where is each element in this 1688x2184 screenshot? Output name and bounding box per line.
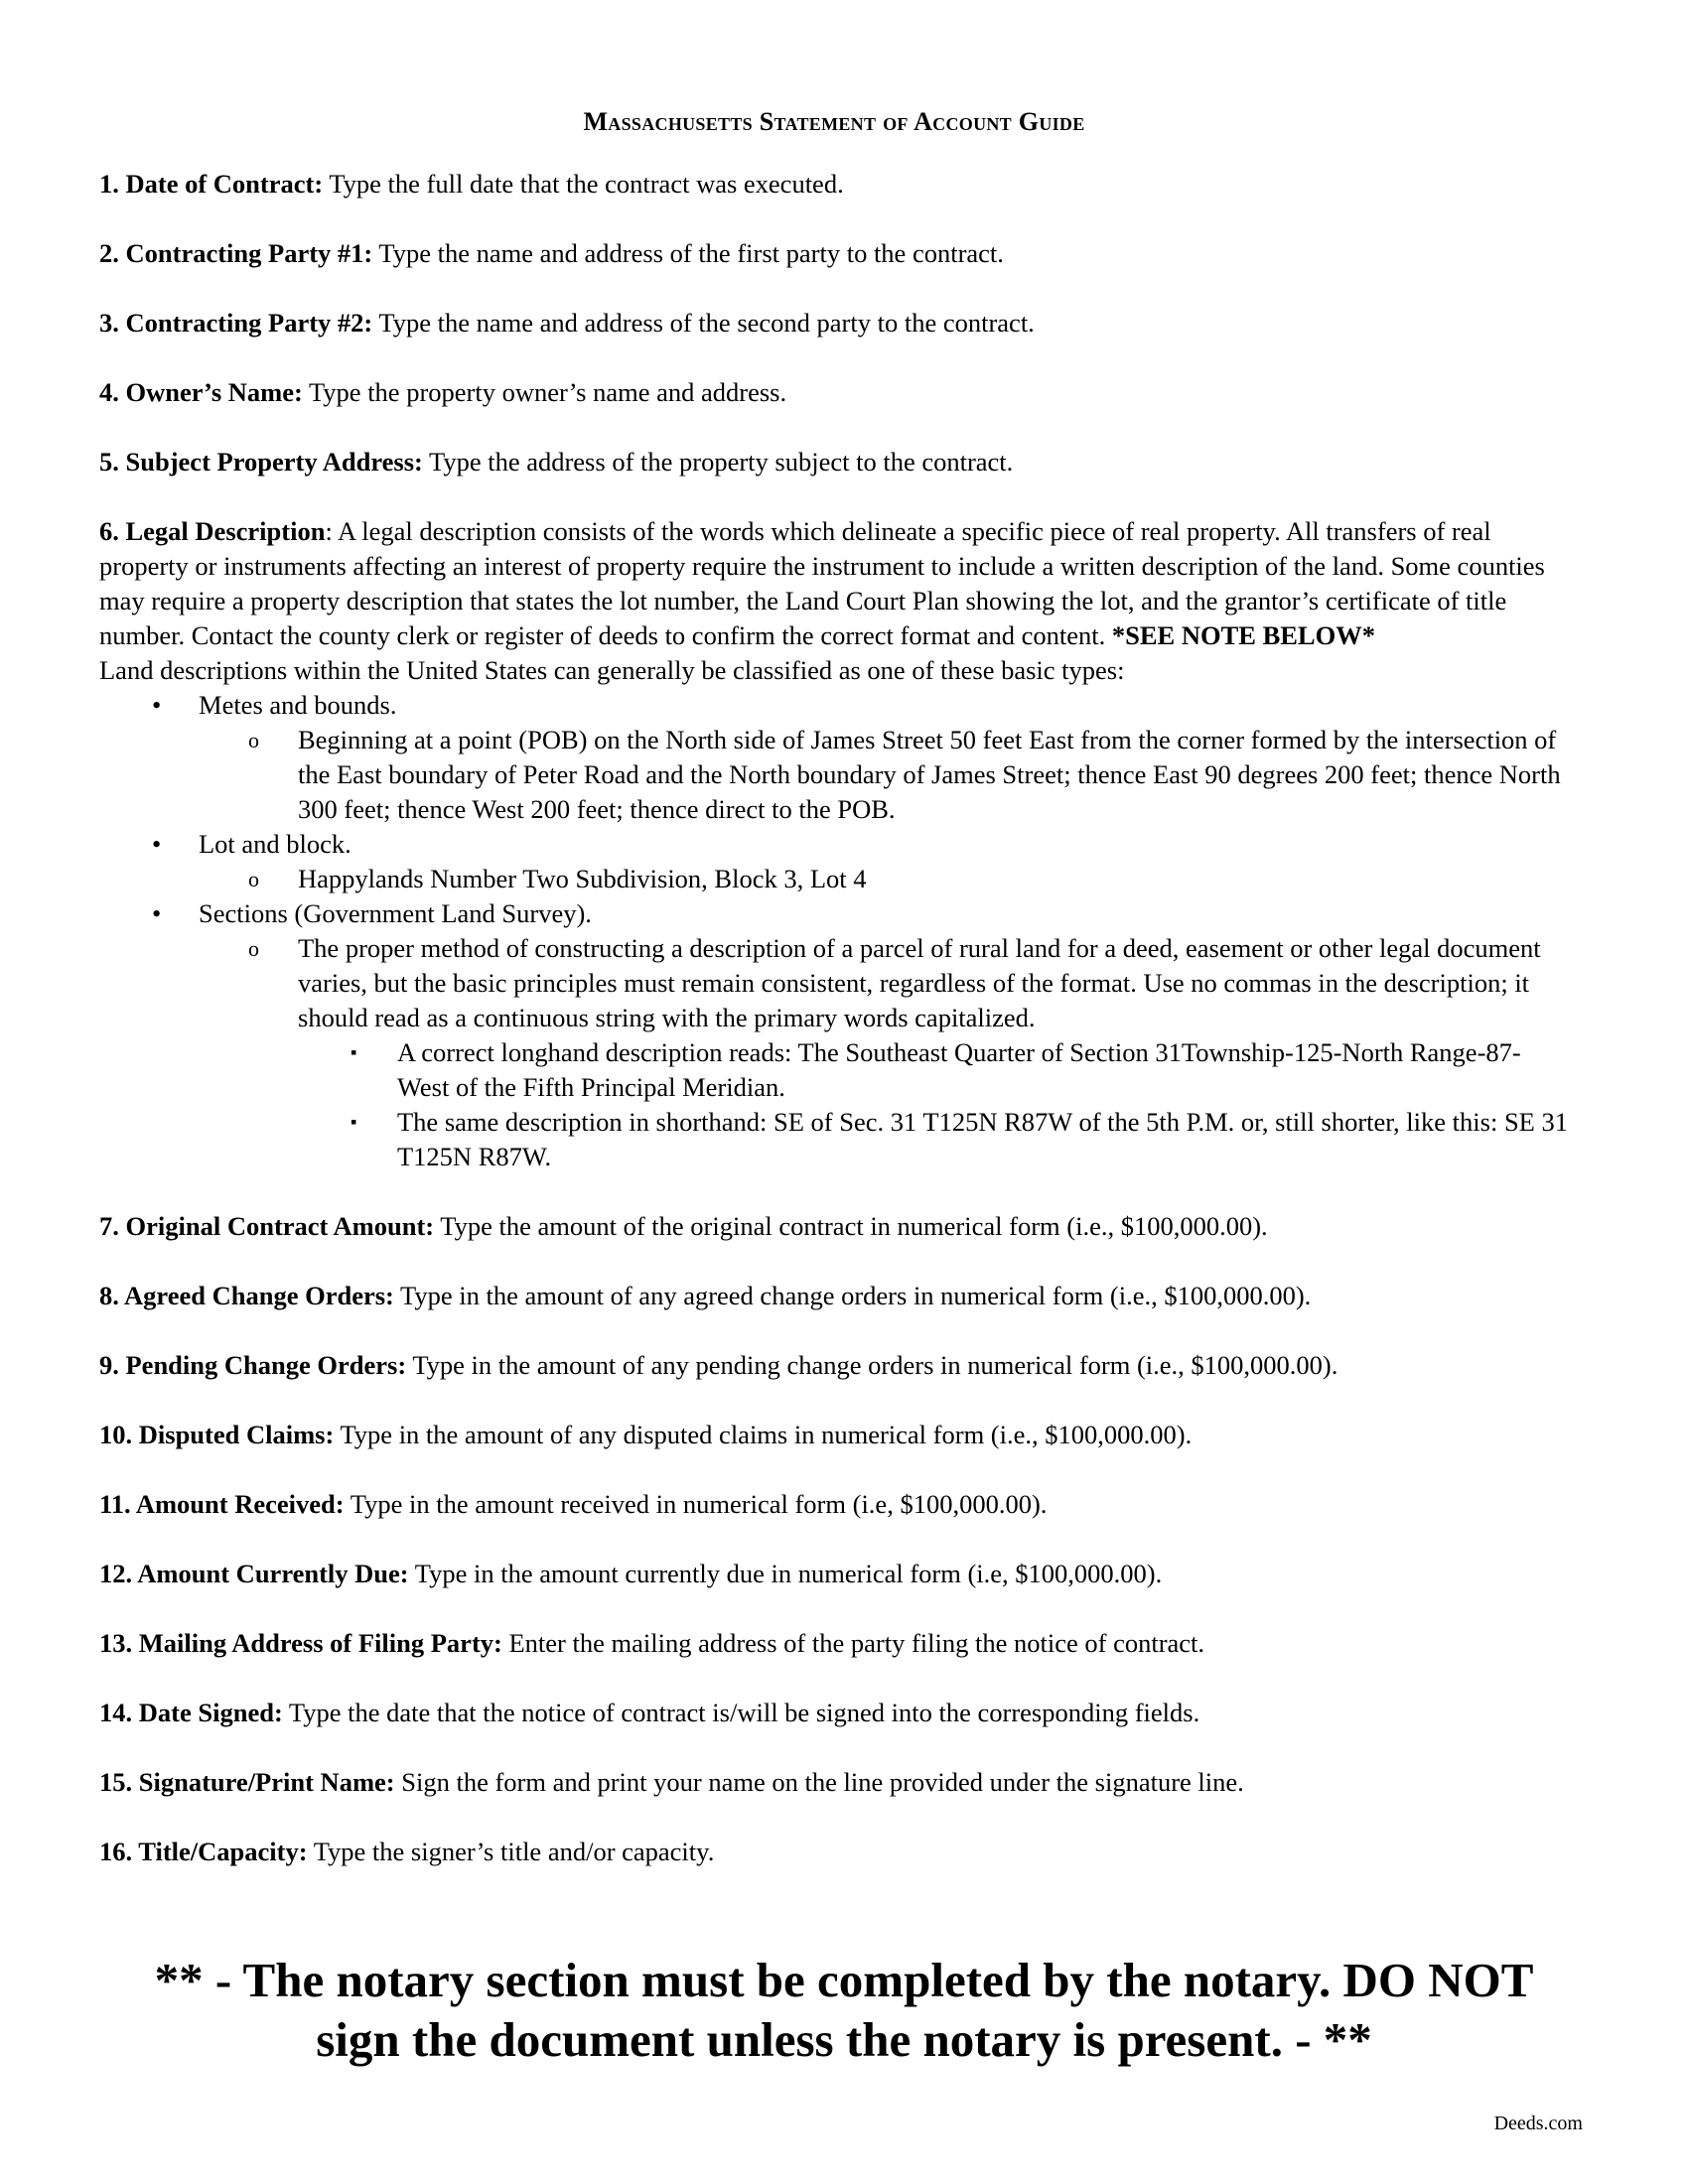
bullet-icon: • <box>152 829 162 859</box>
instruction-item-12: 12. Amount Currently Due: Type in the amount currently due in numerical form (i.e, $100,000.00). <box>99 1559 1163 1588</box>
instruction-text: Type in the amount of any pending change orders in numerical form (i.e., $100,000.00). <box>406 1350 1338 1380</box>
instruction-label: Original Contract Amount: <box>125 1211 435 1241</box>
instruction-label: Amount Received: <box>135 1489 345 1519</box>
instruction-text: Type the amount of the original contract in numerical form (i.e., $100,000.00). <box>434 1211 1268 1241</box>
instruction-item-16: 16. Title/Capacity: Type the signer’s title and/or capacity. <box>99 1837 715 1866</box>
instruction-text: Type the full date that the contract was executed. <box>323 169 844 199</box>
instruction-label: Subject Property Address: <box>125 447 423 477</box>
instruction-text: : A legal description consists of the words which delineate a specific piece of real property. All transfers of real property or instruments affecting an interest of property require the instrument to include a written description of the land. Some counties may require a property description that states the lot number, the Land Court Plan showing the lot, and the grantor’s certificate of title number. Contact the county clerk or register of deeds to confirm the correct format and content. <box>99 516 1545 650</box>
instruction-item-1: 1. Date of Contract: Type the full date that the contract was executed. <box>99 169 844 199</box>
instruction-item-11: 11. Amount Received: Type in the amount received in numerical form (i.e, $100,000.00). <box>99 1489 1048 1519</box>
list-item: o Beginning at a point (POB) on the North side of James Street 50 feet East from the corner formed by the intersection of the East boundary of Peter Road and the North boundary of James Street; thence East 90 degrees 200 feet; thence North 300 feet; thence West 200 feet; thence direct to the POB. <box>248 725 1561 824</box>
instruction-label: Contracting Party #1: <box>125 238 373 268</box>
instruction-text: Type the name and address of the second party to the contract. <box>372 308 1035 338</box>
instruction-item-6: 6. Legal Description: A legal description consists of the words which delineate a specific piece of real property. All transfers of real property or instruments affecting an interest of property require the instrument to include a written description of the land. Some counties may require a property description that states the lot number, the Land Court Plan showing the lot, and the grantor’s certificate of title number. Contact the county clerk or register of deeds to confirm the correct format and content. *SEE NOTE BELOW* <box>99 516 1545 650</box>
instruction-label: Contracting Party #2: <box>125 308 373 338</box>
bullet-icon: • <box>152 898 162 928</box>
square-bullet-icon: ▪ <box>351 1112 357 1132</box>
instruction-label: Owner’s Name: <box>125 377 303 407</box>
instruction-label: Signature/Print Name: <box>138 1767 395 1797</box>
instruction-label: Date Signed: <box>138 1698 283 1727</box>
instruction-item-15: 15. Signature/Print Name: Sign the form and print your name on the line provided under the signature line. <box>99 1767 1244 1797</box>
title-word: uide <box>1039 107 1085 136</box>
instruction-label: Title/Capacity: <box>138 1837 308 1866</box>
instruction-label: Legal Description <box>125 516 326 546</box>
instruction-text: Type the property owner’s name and address. <box>302 377 787 407</box>
list-item: ▪ A correct longhand description reads: The Southeast Quarter of Section 31Township-125-North Range-87-West of the Fifth Principal Meridian. <box>351 1037 1521 1102</box>
instruction-text: Type in the amount currently due in numerical form (i.e, $100,000.00). <box>408 1559 1163 1588</box>
instruction-text: Sign the form and print your name on the line provided under the signature line. <box>394 1767 1244 1797</box>
instruction-item-10: 10. Disputed Claims: Type in the amount of any disputed claims in numerical form (i.e., $100,000.00). <box>99 1420 1193 1449</box>
instruction-item-7: 7. Original Contract Amount: Type the amount of the original contract in numerical form (i.e., $100,000.00). <box>99 1211 1268 1241</box>
instruction-label: Date of Contract: <box>125 169 324 199</box>
title-initial: G <box>1018 107 1040 136</box>
instruction-text: Type the signer’s title and/or capacity. <box>307 1837 715 1866</box>
list-item: o Happylands Number Two Subdivision, Block 3, Lot 4 <box>99 862 1569 896</box>
list-item: • Sections (Government Land Survey). <box>99 896 1569 931</box>
circle-bullet-icon: o <box>248 728 259 752</box>
title-initial: M <box>583 107 609 136</box>
instruction-label: Amount Currently Due: <box>137 1559 409 1588</box>
circle-bullet-icon: o <box>248 936 259 961</box>
instruction-label: Mailing Address of Filing Party: <box>138 1628 502 1658</box>
instruction-label: Pending Change Orders: <box>125 1350 407 1380</box>
title-word: assachusetts <box>608 107 753 136</box>
instruction-item-14: 14. Date Signed: Type the date that the notice of contract is/will be signed into the corresponding fields. <box>99 1698 1200 1727</box>
list-item: ▪ The same description in shorthand: SE of Sec. 31 T125N R87W of the 5th P.M. or, still shorter, like this: SE 31 T125N R87W. <box>351 1107 1568 1171</box>
instruction-item-9: 9. Pending Change Orders: Type in the amount of any pending change orders in numerical form (i.e., $100,000.00). <box>99 1350 1338 1380</box>
instruction-item-13: 13. Mailing Address of Filing Party: Enter the mailing address of the party filing the notice of contract. <box>99 1628 1205 1658</box>
see-note-below: *SEE NOTE BELOW* <box>1111 620 1375 650</box>
footer-brand: Deeds.com <box>1493 2113 1583 2134</box>
instruction-text: Type in the amount received in numerical form (i.e, $100,000.00). <box>344 1489 1048 1519</box>
instruction-text: Type the date that the notice of contract is/will be signed into the corresponding fields. <box>282 1698 1200 1727</box>
title-initial: A <box>914 107 933 136</box>
title-word: tatement <box>774 107 877 136</box>
instruction-label: Agreed Change Orders: <box>124 1281 394 1310</box>
land-type-list <box>99 688 1569 1174</box>
list-item: o The proper method of constructing a description of a parcel of rural land for a deed, easement or other legal document varies, but the basic principles must remain consistent, regardless of the format. Use no commas in the description; it should read as a continuous string with the primary words capitalized. <box>248 933 1541 1032</box>
circle-bullet-icon: o <box>248 867 259 891</box>
title-word: of <box>883 107 909 136</box>
instruction-item-3: 3. Contracting Party #2: Type the name and address of the second party to the contract. <box>99 308 1035 338</box>
bullet-icon: • <box>152 690 162 720</box>
instruction-text: Type in the amount of any disputed claims in numerical form (i.e., $100,000.00). <box>334 1420 1193 1449</box>
instruction-item-2: 2. Contracting Party #1: Type the name and address of the first party to the contract. <box>99 238 1004 268</box>
instruction-text: Enter the mailing address of the party filing the notice of contract. <box>501 1628 1205 1658</box>
notary-warning-line: ** - The notary section must be completed by the notary. DO NOT <box>154 1953 1534 2007</box>
notary-warning-line: sign the document unless the notary is present. - ** <box>316 2012 1372 2067</box>
square-bullet-icon: ▪ <box>351 1042 357 1062</box>
instruction-item-4: 4. Owner’s Name: Type the property owner’s name and address. <box>99 377 787 407</box>
title-word: ccount <box>932 107 1012 136</box>
notary-warning <box>0 1951 1688 2070</box>
instruction-item-5: 5. Subject Property Address: Type the address of the property subject to the contract. <box>99 447 1014 477</box>
instruction-label: Disputed Claims: <box>138 1420 335 1449</box>
instruction-text: Type in the amount of any agreed change orders in numerical form (i.e., $100,000.00). <box>393 1281 1312 1310</box>
list-item: • Lot and block. <box>99 827 1569 862</box>
list-item: • Metes and bounds. <box>99 688 1569 723</box>
page-title <box>99 104 1569 139</box>
document-page <box>99 104 1569 1904</box>
instruction-text: Type the name and address of the first party to the contract. <box>372 238 1004 268</box>
land-description-intro: Land descriptions within the United States can generally be classified as one of these basic types: <box>99 655 1125 685</box>
instruction-item-8: 8. Agreed Change Orders: Type in the amount of any agreed change orders in numerical form (i.e., $100,000.00). <box>99 1281 1312 1310</box>
title-initial: S <box>759 107 774 136</box>
instruction-text: Type the address of the property subject to the contract. <box>422 447 1014 477</box>
